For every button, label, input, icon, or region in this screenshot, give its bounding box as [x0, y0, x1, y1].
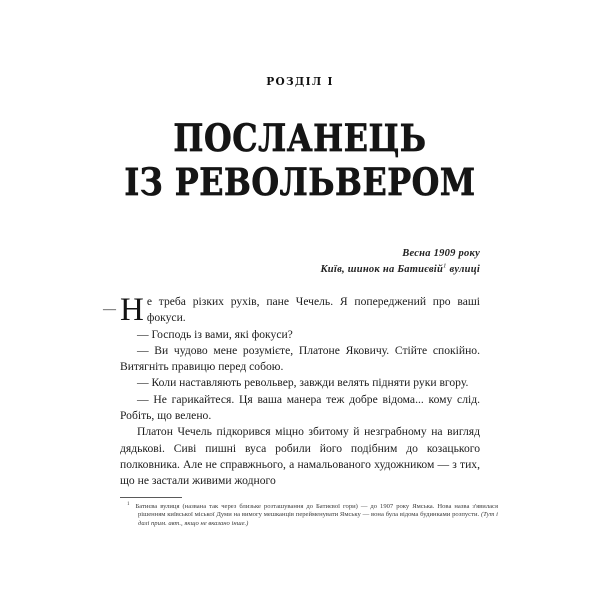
chapter-title [0, 116, 600, 204]
epigraph-line-place [120, 262, 480, 278]
chapter-title-line-1: ПОСЛАНЕЦЬ [173, 116, 427, 160]
footnote [120, 503, 498, 528]
footnote-italic-note: (Тут і далі прим. авт., якщо не вказано інше.) [138, 511, 498, 527]
paragraph-dialogue-4: — Не гарикайтеся. Ця ваша манера теж добре відома... кому слід. Робіть, що велено. [120, 392, 480, 423]
paragraph-narrative: Платон Чечель підкорився міцно збитому й незграбному на вигляд дядькові. Сиві пишні вуса робили його подібним до козацького полковника. Але не справжнього, а намальованого художником — з тих, що не застали живими жодного [120, 425, 480, 488]
chapter-title-line-2: ІЗ РЕВОЛЬВЕРОМ [124, 160, 476, 204]
footnote-separator [120, 497, 182, 498]
paragraph-dialogue-3: — Коли наставляють револьвер, завжди велять підняти руки вгору. [137, 376, 469, 390]
body-text [103, 292, 480, 490]
paragraph-opening-text: е треба різких рухів, пане Чечель. Я попереджений про ваші фокуси. [146, 295, 480, 325]
drop-cap: Н [120, 292, 144, 328]
footnote-marker: 1 [127, 501, 130, 507]
chapter-label: РОЗДІЛ I [266, 74, 334, 88]
epigraph-footnote-marker: 1 [443, 262, 447, 269]
paragraph-dialogue-2: — Ви чудово мене розумієте, Платоне Яковичу. Стійте спокійно. Витягніть правицю перед собою. [120, 343, 480, 374]
paragraph-opening [103, 292, 480, 328]
paragraph-dialogue-1: — Господь із вами, які фокуси? [137, 327, 293, 341]
dialogue-dash: — [103, 301, 116, 316]
epigraph [120, 246, 480, 277]
epigraph-place-suffix: вулиці [446, 263, 480, 275]
epigraph-line-date: Весна 1909 року [402, 248, 480, 259]
epigraph-place-text: Київ, шинок на Батиєвій [320, 263, 444, 275]
footnote-text: Батиєва вулиця (названа так через близьке розташування до Батиєвої гори) — до 1907 року Ямська. Нова назва з'явилася рішенням київської міської Думи на вимогу мешканців перейменувати Ямську — вона була відома будинками розпусти. [135, 503, 498, 519]
